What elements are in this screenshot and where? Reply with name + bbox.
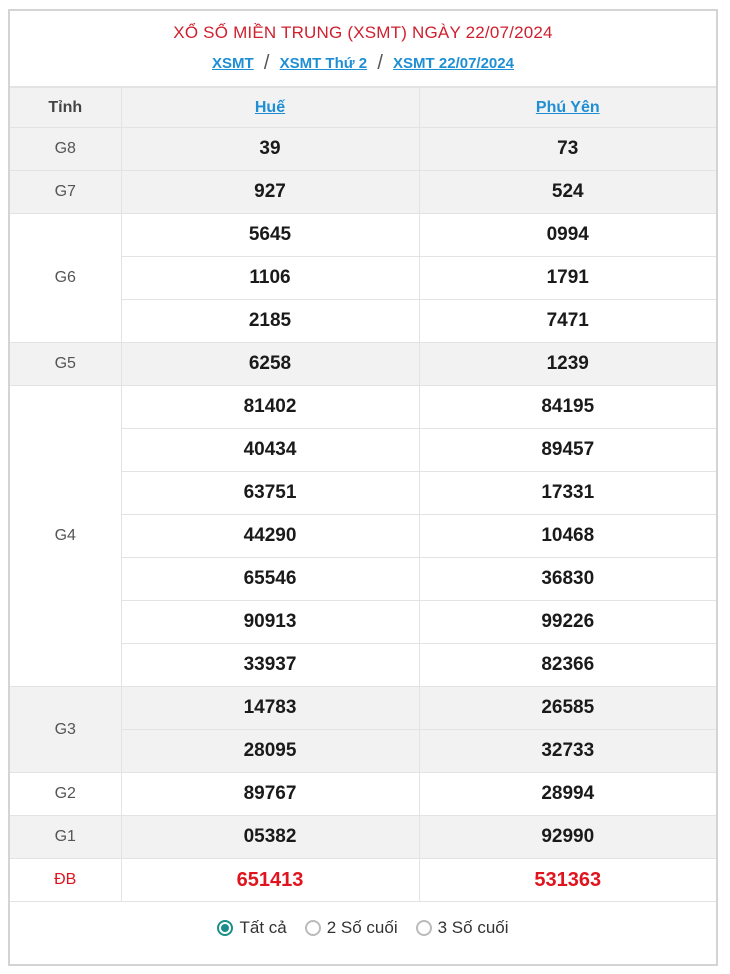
result-number-phu-yen: 82366 <box>419 644 716 687</box>
result-number-hue: 81402 <box>121 386 419 429</box>
radio-icon[interactable] <box>305 920 321 936</box>
table-row <box>10 386 716 429</box>
breadcrumb-link-xsmt-date[interactable]: XSMT 22/07/2024 <box>393 55 514 72</box>
result-number-hue: 651413 <box>121 859 419 902</box>
result-number-hue: 28095 <box>121 730 419 773</box>
result-number-hue: 40434 <box>121 429 419 472</box>
result-number-phu-yen: 17331 <box>419 472 716 515</box>
breadcrumb-link-xsmt[interactable]: XSMT <box>212 55 254 72</box>
prize-label: G3 <box>10 687 121 773</box>
result-number-hue: 6258 <box>121 343 419 386</box>
prize-label: G1 <box>10 816 121 859</box>
radio-icon[interactable] <box>217 920 233 936</box>
result-number-phu-yen: 7471 <box>419 300 716 343</box>
result-number-phu-yen: 26585 <box>419 687 716 730</box>
result-number-hue: 05382 <box>121 816 419 859</box>
table-row <box>10 773 716 816</box>
table-row <box>10 816 716 859</box>
result-number-hue: 90913 <box>121 601 419 644</box>
province-link-hue[interactable]: Huế <box>254 98 286 116</box>
result-number-hue: 5645 <box>121 214 419 257</box>
table-row <box>10 128 716 171</box>
filter-option-all[interactable] <box>217 918 286 938</box>
breadcrumb <box>10 51 716 74</box>
prize-label: G5 <box>10 343 121 386</box>
result-number-phu-yen: 89457 <box>419 429 716 472</box>
result-number-phu-yen: 92990 <box>419 816 716 859</box>
result-number-hue: 44290 <box>121 515 419 558</box>
prize-label: ĐB <box>10 859 121 902</box>
prize-label: G7 <box>10 171 121 214</box>
table-header-row <box>10 88 716 128</box>
result-number-hue: 1106 <box>121 257 419 300</box>
result-number-phu-yen: 99226 <box>419 601 716 644</box>
prize-label: G6 <box>10 214 121 343</box>
filter-option-label: 2 Số cuối <box>326 918 398 937</box>
result-number-phu-yen: 1791 <box>419 257 716 300</box>
radio-icon[interactable] <box>416 920 432 936</box>
breadcrumb-separator: / <box>263 52 270 74</box>
column-header-hue <box>121 88 419 128</box>
column-header-phu-yen <box>419 88 716 128</box>
result-number-phu-yen: 73 <box>419 128 716 171</box>
result-number-phu-yen: 10468 <box>419 515 716 558</box>
result-number-phu-yen: 32733 <box>419 730 716 773</box>
prize-label: G8 <box>10 128 121 171</box>
table-row <box>10 343 716 386</box>
results-header <box>10 11 716 87</box>
result-number-phu-yen: 524 <box>419 171 716 214</box>
result-number-hue: 39 <box>121 128 419 171</box>
table-row <box>10 687 716 730</box>
result-number-phu-yen: 84195 <box>419 386 716 429</box>
page-title: XỔ SỐ MIỀN TRUNG (XSMT) NGÀY 22/07/2024 <box>173 23 553 42</box>
result-number-hue: 65546 <box>121 558 419 601</box>
result-number-hue: 33937 <box>121 644 419 687</box>
result-number-hue: 63751 <box>121 472 419 515</box>
results-body <box>10 128 716 902</box>
result-number-hue: 89767 <box>121 773 419 816</box>
result-number-phu-yen: 36830 <box>419 558 716 601</box>
prize-label: G4 <box>10 386 121 687</box>
result-number-phu-yen: 0994 <box>419 214 716 257</box>
column-header-province: Tỉnh <box>10 88 121 128</box>
breadcrumb-link-xsmt-thu-2[interactable]: XSMT Thứ 2 <box>279 55 368 72</box>
breadcrumb-separator: / <box>377 52 383 74</box>
filter-option-last-2[interactable] <box>305 918 398 938</box>
result-number-phu-yen: 28994 <box>419 773 716 816</box>
results-table <box>10 87 716 902</box>
province-link-phu-yen[interactable]: Phú Yên <box>535 98 600 116</box>
result-number-phu-yen: 531363 <box>419 859 716 902</box>
result-number-hue: 14783 <box>121 687 419 730</box>
table-row <box>10 171 716 214</box>
filter-option-label: Tất cả <box>239 918 287 937</box>
results-panel <box>8 9 718 966</box>
prize-label: G2 <box>10 773 121 816</box>
filter-option-last-3[interactable] <box>416 918 509 938</box>
result-number-phu-yen: 1239 <box>419 343 716 386</box>
result-number-hue: 2185 <box>121 300 419 343</box>
table-row <box>10 214 716 257</box>
table-row <box>10 859 716 902</box>
filter-option-label: 3 Số cuối <box>437 918 509 937</box>
result-number-hue: 927 <box>121 171 419 214</box>
digit-filter <box>10 902 716 954</box>
